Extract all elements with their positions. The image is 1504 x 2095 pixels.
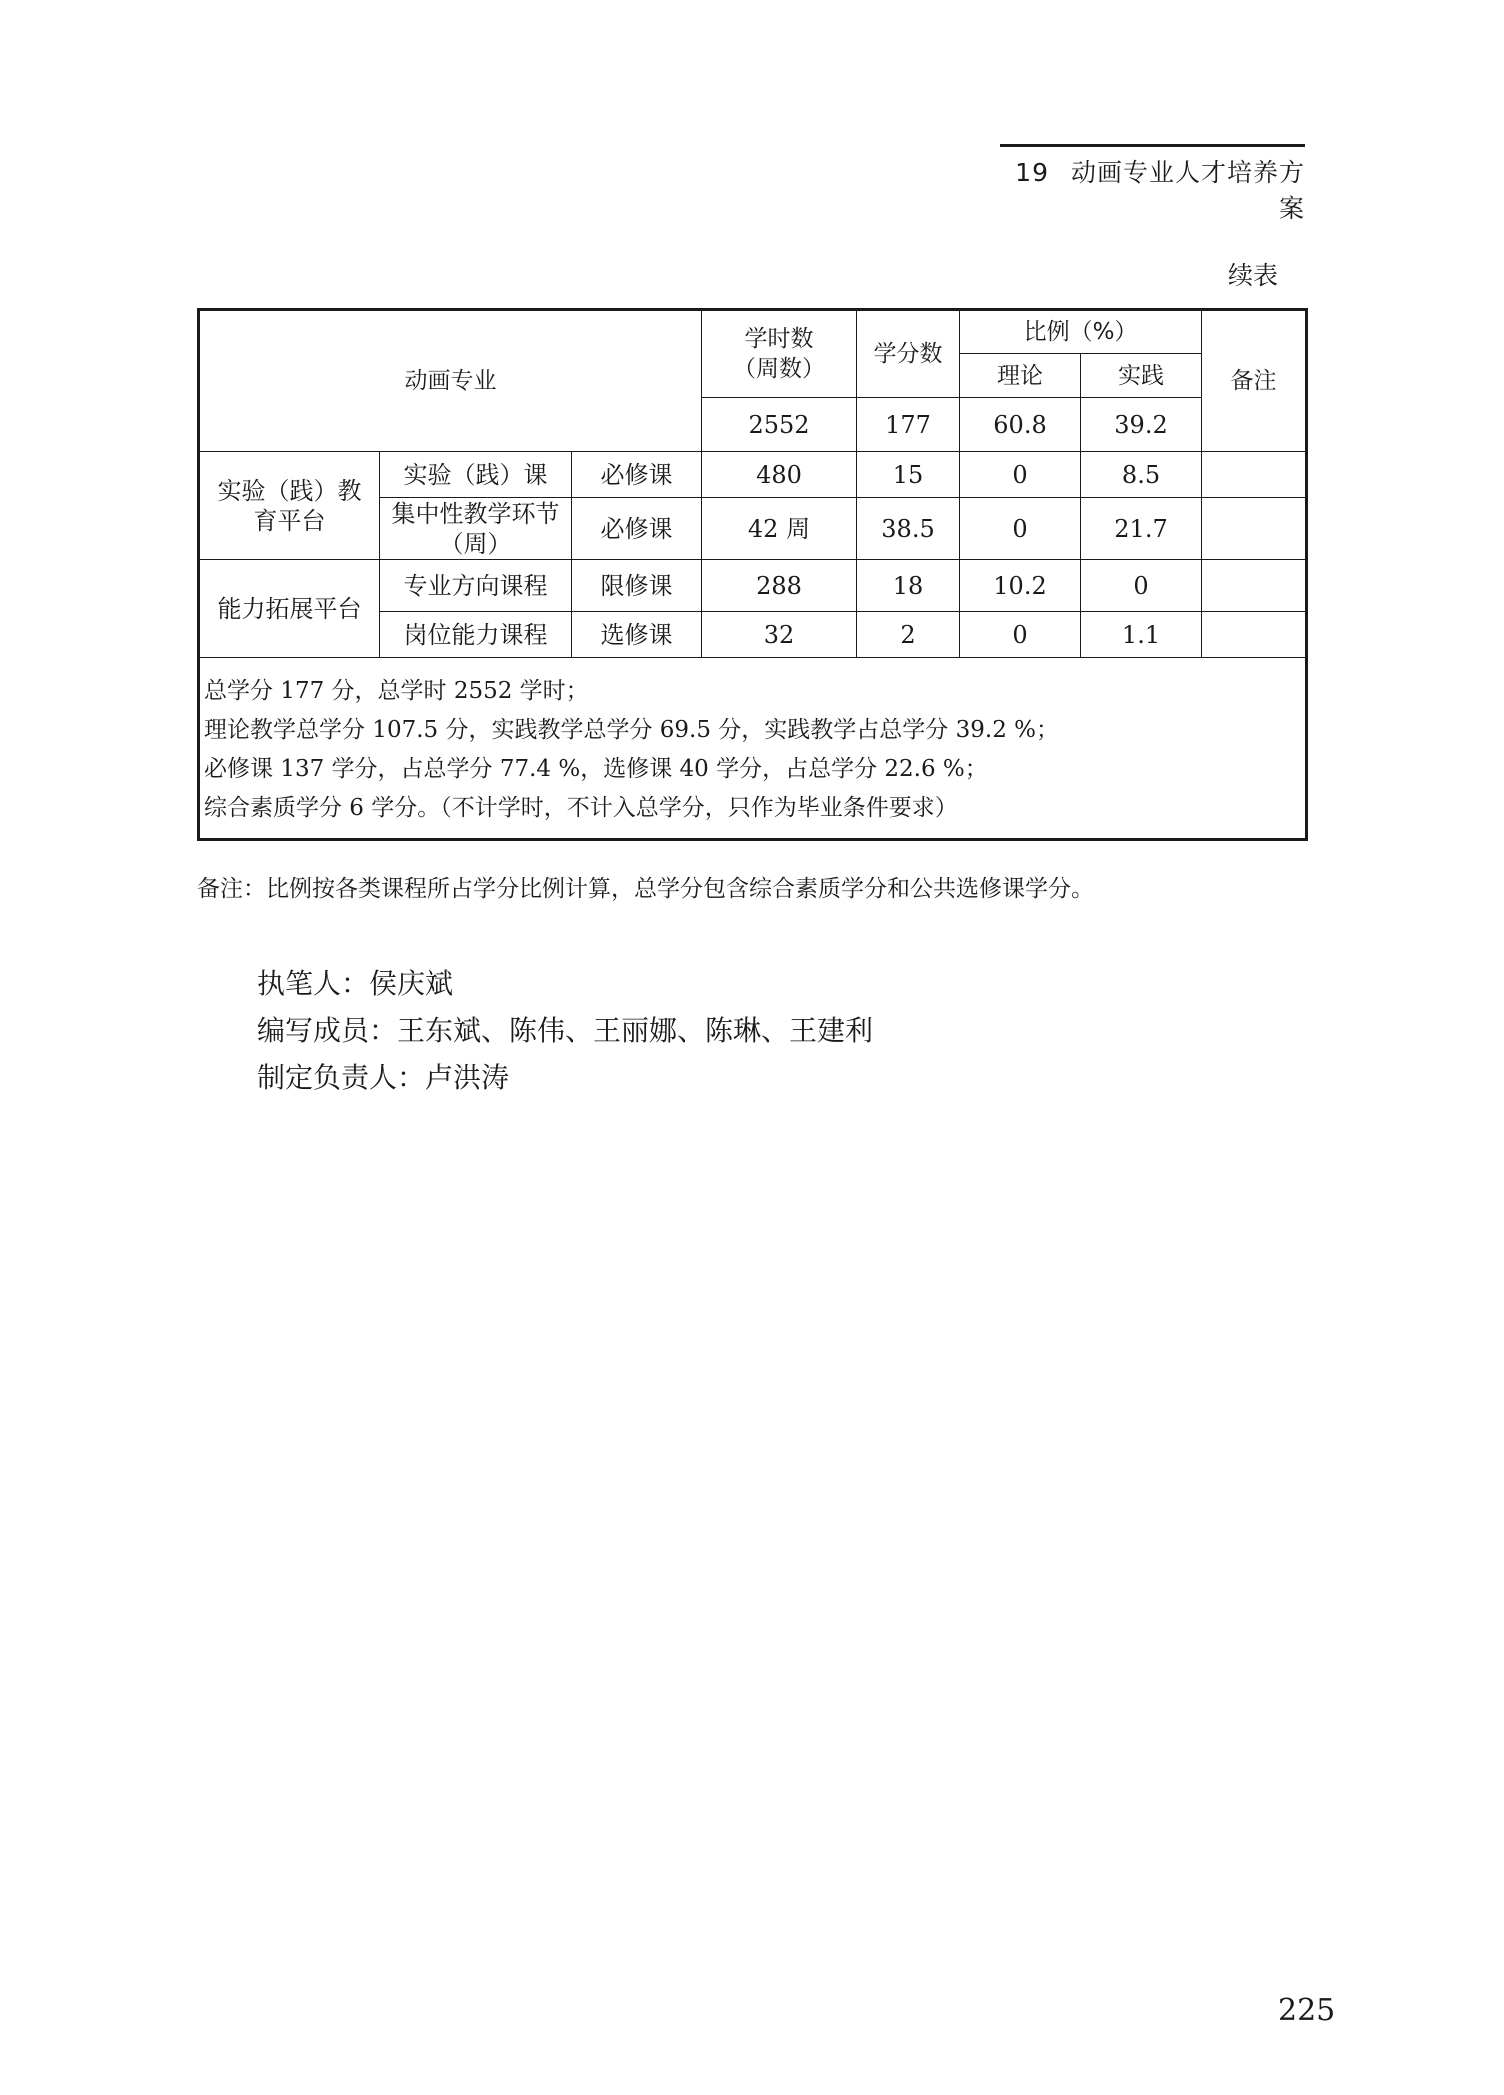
credits-cell: 38.5: [857, 498, 960, 560]
hours-cell: 480: [702, 452, 857, 498]
table-row: [199, 452, 1307, 498]
credits-cell: 15: [857, 452, 960, 498]
practice-cell: 0: [1081, 560, 1202, 612]
col-hours-header: [702, 310, 857, 398]
col-practice-header: 实践: [1081, 354, 1202, 398]
type-cell: 选修课: [572, 612, 702, 658]
notes-row: [199, 658, 1307, 840]
platform-cell: 能力拓展平台: [199, 560, 380, 658]
credits-cell: 2: [857, 612, 960, 658]
col-credits-header: 学分数: [857, 310, 960, 398]
remarks-cell: [1202, 560, 1307, 612]
platform-cell: [199, 452, 380, 560]
hours-cell: 32: [702, 612, 857, 658]
type-cell: 限修课: [572, 560, 702, 612]
course-cell: [380, 498, 572, 560]
theory-cell: 0: [960, 498, 1081, 560]
responsible-line: 制定负责人：卢洪涛: [257, 1061, 510, 1094]
total-practice: 39.2: [1081, 398, 1202, 452]
chapter-title: 动画专业人才培养方案: [1070, 158, 1305, 223]
col-remarks-header: 备注: [1202, 310, 1307, 452]
remarks-cell: [1202, 452, 1307, 498]
page-number: 225: [1278, 1993, 1336, 2028]
total-credits: 177: [857, 398, 960, 452]
theory-cell: 10.2: [960, 560, 1081, 612]
notes-cell: [199, 658, 1307, 840]
curriculum-summary-table: [197, 308, 1308, 841]
chapter-number: 19: [1015, 158, 1049, 187]
total-theory: 60.8: [960, 398, 1081, 452]
note-line: 总学分 177 分，总学时 2552 学时；: [204, 678, 589, 704]
course-cell: 实验（践）课: [380, 452, 572, 498]
col-hours-line1: 学时数: [744, 326, 814, 352]
note-line: 综合素质学分 6 学分。（不计学时，不计入总学分，只作为毕业条件要求）: [204, 795, 958, 821]
credits-cell: 18: [857, 560, 960, 612]
running-header: [1000, 144, 1305, 225]
course-line2: （周）: [439, 529, 512, 558]
major-label: 动画专业: [199, 310, 702, 452]
footnote: 备注：比例按各类课程所占学分比例计算，总学分包含综合素质学分和公共选修课学分。: [197, 876, 1094, 902]
col-theory-header: 理论: [960, 354, 1081, 398]
theory-cell: 0: [960, 612, 1081, 658]
practice-cell: 1.1: [1081, 612, 1202, 658]
col-ratio-header: 比例（%）: [960, 310, 1202, 354]
continued-label: 续表: [1228, 261, 1279, 290]
writer-line: 执笔人：侯庆斌: [257, 967, 454, 1000]
course-cell: 专业方向课程: [380, 560, 572, 612]
credits-block: [257, 960, 873, 1101]
practice-cell: 21.7: [1081, 498, 1202, 560]
theory-cell: 0: [960, 452, 1081, 498]
practice-cell: 8.5: [1081, 452, 1202, 498]
note-line: 必修课 137 学分，占总学分 77.4 %，选修课 40 学分，占总学分 22.6 %；: [204, 756, 988, 782]
note-line: 理论教学总学分 107.5 分，实践教学总学分 69.5 分，实践教学占总学分 39.2 %；: [204, 717, 1059, 743]
total-hours: 2552: [702, 398, 857, 452]
hours-cell: 42 周: [702, 498, 857, 560]
hours-cell: 288: [702, 560, 857, 612]
type-cell: 必修课: [572, 498, 702, 560]
course-line1: 集中性教学环节: [391, 499, 560, 528]
remarks-cell: [1202, 612, 1307, 658]
remarks-cell: [1202, 498, 1307, 560]
table-row: [199, 560, 1307, 612]
type-cell: 必修课: [572, 452, 702, 498]
platform-line1: 实验（践）教: [217, 476, 362, 505]
platform-line2: 育平台: [253, 506, 326, 535]
members-line: 编写成员：王东斌、陈伟、王丽娜、陈琳、王建利: [257, 1014, 874, 1047]
col-hours-line2: （周数）: [733, 356, 825, 382]
course-cell: 岗位能力课程: [380, 612, 572, 658]
